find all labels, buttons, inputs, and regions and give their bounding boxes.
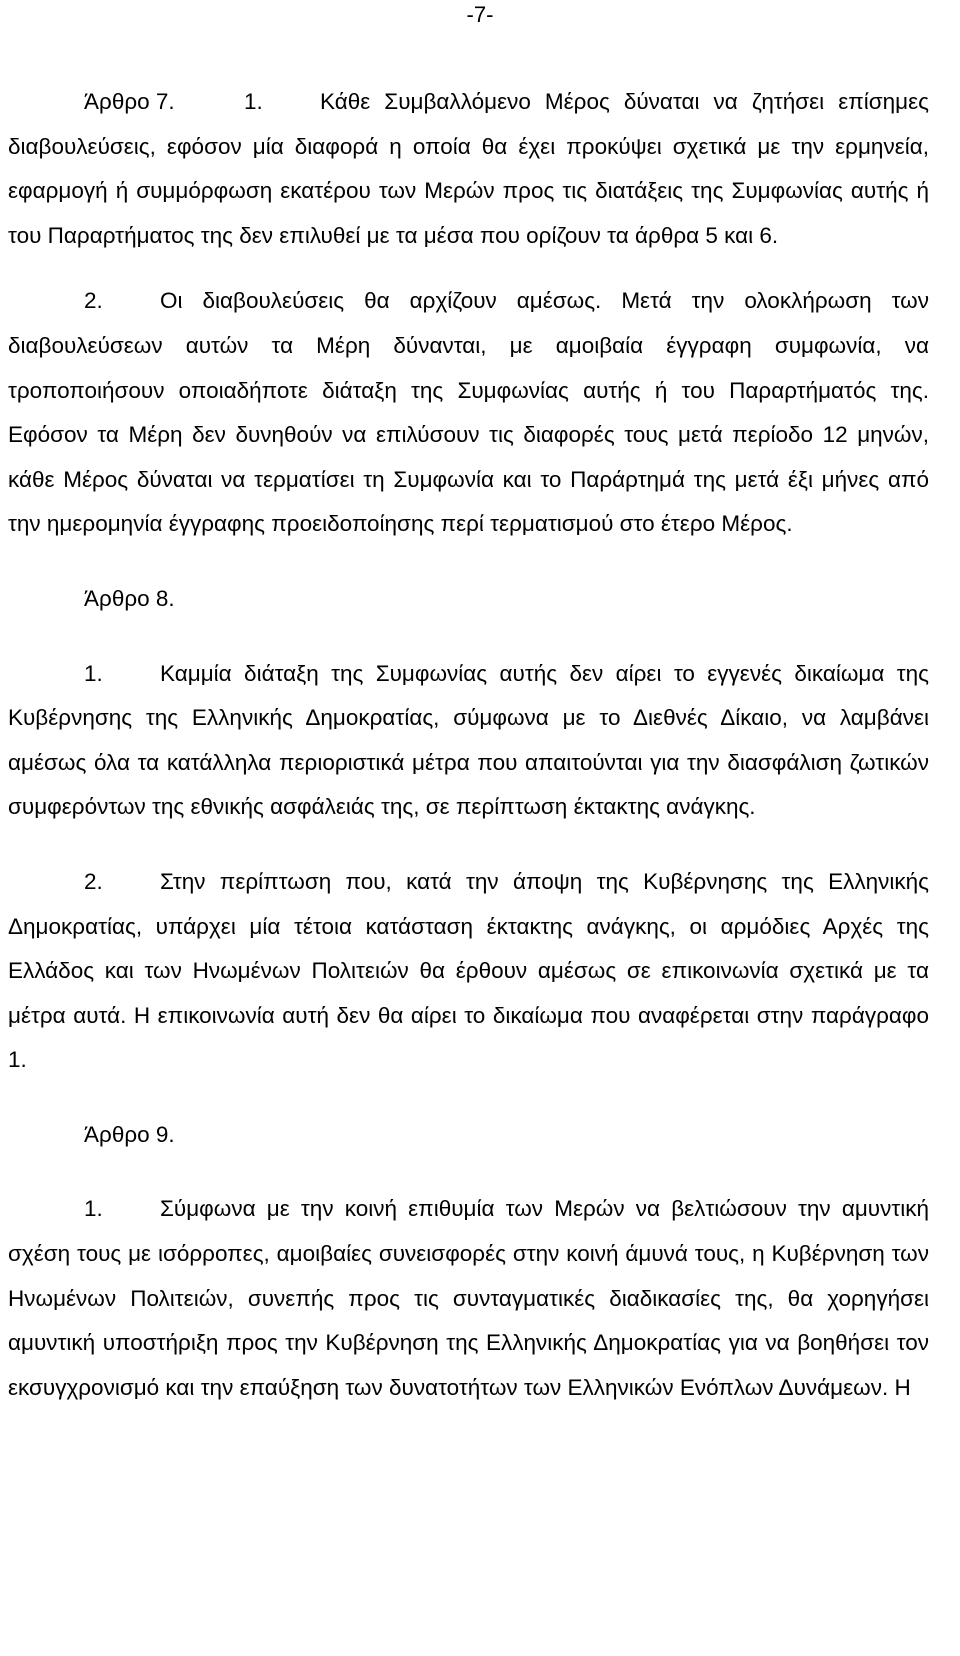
article9-title: Άρθρο 9. xyxy=(84,1121,175,1147)
article7-paragraph-1-number: 1. xyxy=(244,89,263,114)
article7-paragraph-2 xyxy=(8,279,929,547)
article8-paragraph-2-number: 2. xyxy=(84,868,103,894)
document-body xyxy=(8,80,929,1410)
article9-paragraph-1-text: Σύμφωνα με την κοινή επιθυμία των Μερών να βελτιώσουν την αμυντική σχέση τους με ισόρροπες, αμοιβαίες συνεισφορές στην κοινή άμυνά τους, η Κυβέρνηση των Ηνωμένων Πολιτειών, συνεπής προς τις συνταγματικές διαδικασίες της, θα χορηγήσει αμυντική υποστήριξη προς την Κυβέρνηση της Ελληνικής Δημοκρατίας για να βοηθήσει τον εκσυγχρονισμό και την επαύξηση των δυνατοτήτων των Ελληνικών Ενόπλων Δυνάμεων. Η xyxy=(8,1196,929,1400)
article7-paragraph-1-text: Κάθε Συμβαλλόμενο Μέρος δύναται να ζητήσει επίσημες διαβουλεύσεις, εφόσον μία διαφορά η οποία θα έχει προκύψει σχετικά με την ερμηνεία, εφαρμογή ή συμμόρφωση εκατέρου των Μερών προς τις διατάξεις της Συμφωνίας αυτής ή του Παραρτήματος της δεν επιλυθεί με τα μέσα που ορίζουν τα άρθρα 5 και 6. xyxy=(8,89,929,248)
article9-paragraph-1 xyxy=(8,1187,929,1410)
article7-paragraph-2-text: Οι διαβουλεύσεις θα αρχίζουν αμέσως. Μετά την ολοκλήρωση των διαβουλεύσεων αυτών τα Μέρη δύνανται, με αμοιβαία έγγραφη συμφωνία, να τροποποιήσουν οποιαδήποτε διάταξη της Συμφωνίας αυτής ή του Παραρτήματός της. Εφόσον τα Μέρη δεν δυνηθούν να επιλύσουν τις διαφορές τους μετά περίοδο 12 μηνών, κάθε Μέρος δύναται να τερματίσει τη Συμφωνία και το Παράρτημά της μετά έξι μήνες από την ημερομηνία έγγραφης προειδοποίησης περί τερματισμού στο έτερο Μέρος. xyxy=(8,288,929,537)
article8-paragraph-1 xyxy=(8,652,929,830)
article7-paragraph-1 xyxy=(8,80,929,258)
page-number: -7- xyxy=(466,2,494,27)
article7-title: Άρθρο 7. xyxy=(84,89,175,114)
article8-paragraph-1-text: Καμμία διάταξη της Συμφωνίας αυτής δεν αίρει το εγγενές δικαίωμα της Κυβέρνησης της Ελληνικής Δημοκρατίας, σύμφωνα με το Διεθνές Δίκαιο, να λαμβάνει αμέσως όλα τα κατάλληλα περιοριστικά μέτρα που απαιτούνται για την διασφάλιση ζωτικών συμφερόντων της εθνικής ασφάλειάς της, σε περίπτωση έκτακτης ανάγκης. xyxy=(8,660,929,820)
article9-paragraph-1-number: 1. xyxy=(84,1196,103,1222)
article8-paragraph-2 xyxy=(8,860,929,1083)
article8-title: Άρθρο 8. xyxy=(84,585,175,611)
article7-paragraph-2-number: 2. xyxy=(84,288,103,314)
article8-paragraph-2-text: Στην περίπτωση που, κατά την άποψη της Κυβέρνησης της Ελληνικής Δημοκρατίας, υπάρχει μία τέτοια κατάσταση έκτακτης ανάγκης, οι αρμόδιες Αρχές της Ελλάδος και των Ηνωμένων Πολιτειών θα έρθουν αμέσως σε επικοινωνία σχετικά με τα μέτρα αυτά. Η επικοινωνία αυτή δεν θα αίρει το δικαίωμα που αναφέρεται στην παράγραφο 1. xyxy=(8,868,929,1073)
article8-paragraph-1-number: 1. xyxy=(84,660,103,686)
